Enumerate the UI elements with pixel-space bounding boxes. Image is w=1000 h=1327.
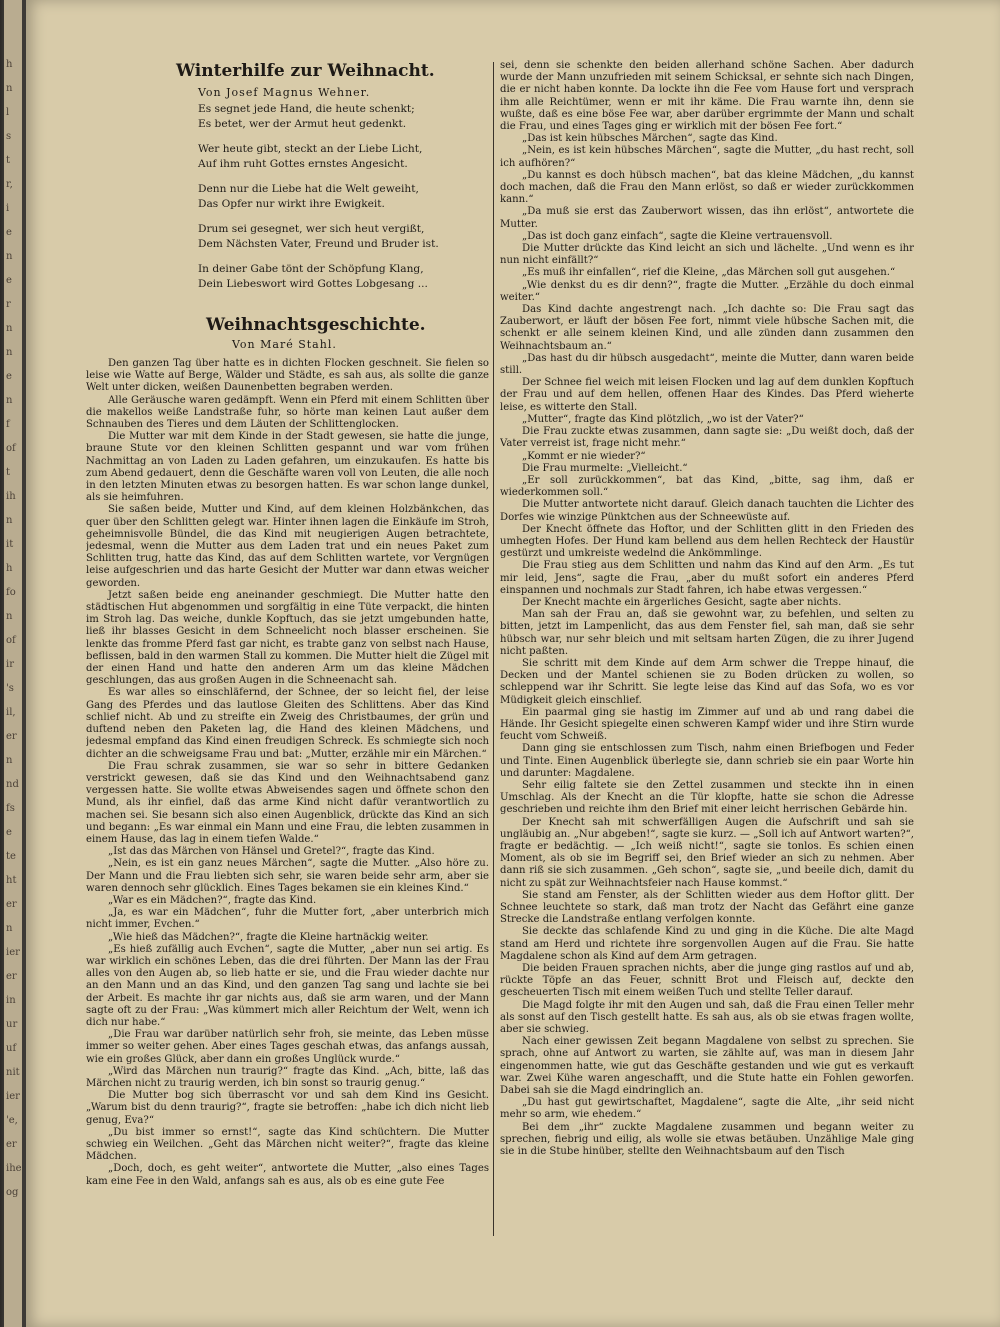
story-paragraph: „Mutter“, fragte das Kind plötzlich, „wo ist der Vater?“: [522, 413, 804, 425]
story-paragraph: „Wie hieß das Mädchen?“, fragte die Kleine hartnäckig weiter.: [108, 931, 429, 943]
story-paragraph: „War es ein Mädchen?“, fragte das Kind.: [108, 894, 317, 906]
story-paragraph: Der Knecht machte ein ärgerliches Gesicht, sagte aber nichts.: [522, 596, 842, 608]
poem-stanza: [198, 222, 489, 252]
story-paragraph: „Es muß ihr einfallen“, rief die Kleine, „das Märchen soll gut ausgehen.“: [522, 267, 896, 279]
previous-page-fragment: e: [6, 827, 12, 838]
poem-stanza: [198, 182, 489, 212]
newspaper-page: [26, 0, 1000, 1327]
story-paragraph: Die Mutter war mit dem Kinde in der Stadt gewesen, sie hatte die junge, braune Stute vor den kleinen Schlitten gespannt und war vom frühen Nachmittag an von Laden zu Laden gefahren, um einzukaufen. Es hatte bis zum Abend gedauert, denn die Geschäfte waren voll von Leuten, die alle noch in den letzten Minuten etwas zu besorgen hatten. Es war schon lange dunkel, als sie heimfuhren.: [86, 431, 489, 504]
story-paragraph: „Wird das Märchen nun traurig?“ fragte das Kind. „Ach, bitte, laß das Märchen nicht zu traurig werden, ich bin sonst so traurig genug.“: [86, 1065, 489, 1089]
previous-page-fragment: t: [6, 467, 11, 478]
story-paragraph: „Das hast du dir hübsch ausgedacht“, meinte die Mutter, dann waren beide still.: [500, 352, 914, 377]
story-paragraph: „Du bist immer so ernst!“, sagte das Kind schüchtern. Die Mutter schwieg ein Weilchen. „Geht das Märchen nicht weiter?“, fragte das kleine Mädchen.: [86, 1126, 489, 1163]
previous-page-fragment: l: [6, 107, 10, 118]
story-paragraph: „Du kannst es doch hübsch machen“, bat das kleine Mädchen, „du kannst doch machen, daß die Frau den Mann erlöst, so daß er wieder zurückkommen kann.“: [500, 169, 914, 206]
story-paragraph: Ein paarmal ging sie hastig im Zimmer auf und ab und rang dabei die Hände. Ihr Gesicht spiegelte einen schweren Kampf wider und ihre Stirn wurde feucht vom Schweiß.: [500, 706, 914, 743]
poem-line: Denn nur die Liebe hat die Welt geweiht,: [198, 183, 419, 195]
previous-page-fragment: n: [6, 251, 13, 262]
story-paragraph: „Kommt er nie wieder?“: [522, 450, 646, 462]
story-paragraph: „Nein, es ist ein ganz neues Märchen“, sagte die Mutter. „Also höre zu. Der Mann und die Frau liebten sich sehr, sie waren beide sehr arm, aber sie waren dennoch sehr glücklich. Eines Tages bekamen sie ein kleines Kind.“: [86, 858, 489, 894]
story-paragraph: Nach einer gewissen Zeit begann Magdalene von selbst zu sprechen. Sie sprach, ohne auf Antwort zu warten, sie zählte auf, was man in diesem Jahr eingenommen hatte, wie gut das Geschäfte gestanden und wie gut es verkauft war. Zwei Kühe waren angeschafft, und die Stute hatte ein Fohlen geworfen. Dabei sah sie die Magd eindringlich an.: [500, 1036, 914, 1097]
previous-page-fragment: of: [6, 443, 16, 454]
left-column: [86, 58, 489, 1188]
previous-page-fragment: fs: [6, 803, 15, 814]
previous-page-fragment: ht: [6, 875, 17, 886]
poem-stanza: [198, 262, 489, 292]
story-paragraph: Jetzt saßen beide eng aneinander geschmiegt. Die Mutter hatte den städtischen Hut abgenommen und sorgfältig in eine Tüte verpackt, die hinten im Stroh lag. Das weiche, dunkle Kopftuch, das sie jetzt umgebunden hatte, ließ ihr blasses Gesicht in dem Schneelicht noch blasser erscheinen. Sie lenkte das fromme Pferd fast gar nicht, es trabte ganz von selbst nach Hause, beflissen, bald in den warmen Stall zu kommen. Die Mutter hielt die Zügel mit der einen Hand und hatte den anderen Arm um das kleine Mädchen geschlungen, das aus großen Augen in die Schneenacht sah.: [86, 589, 489, 687]
previous-page-fragment: ur: [6, 1019, 18, 1030]
story-paragraph: „Es hieß zufällig auch Evchen“, sagte die Mutter, „aber nun sei artig. Es war wirklich ein schönes Leben, das die drei führten. Der Mann las der Frau alles von den Augen ab, so lieb hatte er sie, und die Frau wieder dachte nur an den Mann und an das Kind, und den ganzen Tag sang und lachte sie bei der Arbeit. Es machte ihr gar nichts aus, daß sie arm waren, und der Mann sagte oft zu der Frau: „Was kümmert mich aller Reichtum der Welt, wenn ich dich nur habe.“: [86, 943, 489, 1028]
previous-page-fragment: in: [6, 995, 16, 1006]
poem-line: Dein Liebeswort wird Gottes Lobgesang ...: [198, 278, 428, 290]
previous-page-fragment: uf: [6, 1043, 17, 1054]
previous-page-fragment: n: [6, 611, 13, 622]
previous-page-fragment: ier: [6, 947, 20, 958]
previous-page-fragment: h: [6, 59, 13, 70]
previous-page-fragment: it: [6, 539, 14, 550]
story-text-left: [86, 358, 489, 1188]
column-divider: [493, 62, 494, 1236]
story-paragraph: Dann ging sie entschlossen zum Tisch, nahm einen Briefbogen und Feder und Tinte. Einen Augenblick überlegte sie, dann schrieb sie ein paar Worte hin und darunter: Magdalene.: [500, 743, 914, 779]
poem-line: Dem Nächsten Vater, Freund und Bruder ist.: [198, 238, 439, 250]
story-paragraph: „Das ist doch ganz einfach“, sagte die Kleine vertrauensvoll.: [522, 230, 833, 242]
previous-page-fragment: te: [6, 851, 16, 862]
story-paragraph: „Wie denkst du es dir denn?“, fragte die Mutter. „Erzähle du doch einmal weiter.“: [500, 279, 914, 303]
story-paragraph: „Ja, es war ein Mädchen“, fuhr die Mutter fort, „aber unterbrich mich nicht immer, Evchen.“: [86, 907, 489, 931]
story-title: Weihnachtsgeschichte.: [206, 315, 426, 335]
poem-line: Das Opfer nur wirkt ihre Ewigkeit.: [198, 198, 385, 210]
previous-page-fragment: of: [6, 635, 16, 646]
story-paragraph: Die beiden Frauen sprachen nichts, aber die junge ging rastlos auf und ab, rückte Töpfe an das Feuer, schnitt Brot und Fleisch auf, deckte den gescheuerten Tisch mit einem weißen Tuch und stellte Teller darauf.: [500, 963, 914, 999]
poem-byline: Von Josef Magnus Wehner.: [198, 86, 371, 99]
previous-page-fragment: r,: [6, 179, 13, 190]
story-paragraph: sei, denn sie schenkte den beiden allerhand schöne Sachen. Aber dadurch wurde der Mann unzufrieden mit seinem Schicksal, er sehnte sich nach Dingen, die er nicht haben konnte. Da lockte ihn die Fee vom Hause fort und versprach ihm alle Reichtümer, wenn er mit ihr käme. Die Frau warnte ihn, denn sie wußte, daß es eine böse Fee war, aber darüber ergrimmte der Mann und schalt die Frau, und eines Tages ging er wirklich mit der bösen Fee fort.“: [500, 60, 914, 133]
previous-page-fragment: n: [6, 347, 13, 358]
previous-page-fragment: f: [6, 419, 10, 430]
previous-page-fragment: 's: [6, 683, 14, 694]
previous-page-fragment: n: [6, 755, 13, 766]
poem-line: Es betet, wer der Armut heut gedenkt.: [198, 118, 407, 130]
story-paragraph: Sie stand am Fenster, als der Schlitten wieder aus dem Hoftor glitt. Der Schnee leuchtete so stark, daß man trotz der Nacht das Gefährt eine ganze Strecke die Landstraße entlang verfolgen konnte.: [500, 889, 914, 926]
poem-stanza: [198, 142, 489, 172]
previous-page-fragment: ier: [6, 1091, 20, 1102]
poem-line: Auf ihm ruht Gottes ernstes Angesicht.: [198, 158, 408, 170]
previous-page-fragment: i: [6, 203, 10, 214]
poem-line: Es segnet jede Hand, die heute schenkt;: [198, 103, 415, 115]
story-paragraph: Der Schnee fiel weich mit leisen Flocken und lag auf dem dunklen Kopftuch der Frau und auf dem hellen, offenen Haar des Kindes. Das Pferd wieherte leise, es witterte den Stall.: [500, 377, 914, 413]
previous-page-fragment: n: [6, 923, 13, 934]
previous-page-fragment: er: [6, 1139, 17, 1150]
story-paragraph: Sie schritt mit dem Kinde auf dem Arm schwer die Treppe hinauf, die Decken und der Mantel schienen sie zu Boden drücken zu wollen, so schleppend war ihr Schritt. Sie legte leise das Kind auf das Sofa, wo es vor Müdigkeit gleich einschlief.: [500, 657, 914, 706]
poem-line: Wer heute gibt, steckt an der Liebe Licht,: [198, 143, 423, 155]
previous-page-fragment: nit: [6, 1067, 20, 1078]
story-paragraph: Sie deckte das schlafende Kind zu und ging in die Küche. Die alte Magd stand am Herd und richtete ihre sorgenvollen Augen auf die Frau. Sie hatte Magdalene schon als Kind auf dem Arm getragen.: [500, 926, 914, 962]
story-paragraph: Die Magd folgte ihr mit den Augen und sah, daß die Frau einen Teller mehr als sonst auf den Tisch gestellt hatte. Es sah aus, als ob sie etwas fragen wollte, aber sie schwieg.: [500, 999, 914, 1036]
story-paragraph: Alle Geräusche waren gedämpft. Wenn ein Pferd mit einem Schlitten über die makellos weiße Landstraße fuhr, so hörte man keinen Laut außer dem Schnauben des Tieres und dem Läuten der Schlittenglocken.: [86, 394, 489, 431]
story-byline: Von Maré Stahl.: [232, 338, 337, 351]
previous-page-fragment: n: [6, 323, 13, 334]
previous-page-fragment: t: [6, 155, 11, 166]
story-paragraph: Die Mutter bog sich überrascht vor und sah dem Kind ins Gesicht. „Warum bist du denn traurig?“, fragte sie betroffen: „habe ich dich nicht lieb genug, Eva?“: [86, 1090, 489, 1126]
previous-page-fragment: er: [6, 899, 17, 910]
previous-page-fragment: n: [6, 515, 13, 526]
previous-page-fragment: er: [6, 971, 17, 982]
previous-page-fragment: ih: [6, 491, 16, 502]
poem-body: [86, 102, 489, 292]
previous-page-fragment: il,: [6, 707, 16, 718]
previous-page-fragment: e: [6, 371, 12, 382]
story-paragraph: „Er soll zurückkommen“, bat das Kind, „bitte, sag ihm, daß er wiederkommen soll.“: [500, 474, 914, 499]
previous-page-fragment: og: [6, 1187, 19, 1198]
previous-page-fragment: r: [6, 299, 11, 310]
previous-page-fragment: ihe: [6, 1163, 22, 1174]
previous-page-fragment: e: [6, 275, 12, 286]
previous-page-fragment: 'e,: [6, 1115, 18, 1126]
previous-page-fragment: n: [6, 395, 13, 406]
previous-page-fragment: fo: [6, 587, 16, 598]
previous-page-fragment: ir: [6, 659, 14, 670]
story-paragraph: „Die Frau war darüber natürlich sehr froh, sie meinte, das Leben müsse immer so weiter gehen. Aber eines Tages geschah etwas, das anfangs aussah, wie ein großes Glück, aber dann ein großes Unglück wurde.“: [86, 1029, 489, 1065]
story-paragraph: Die Frau murmelte: „Vielleicht.“: [522, 462, 688, 474]
story-paragraph: „Du hast gut gewirtschaftet, Magdalene“, sagte die Alte, „ihr seid nicht mehr so arm, wie ehedem.“: [500, 1097, 914, 1121]
story-paragraph: „Doch, doch, es geht weiter“, antwortete die Mutter, „also eines Tages kam eine Fee in den Wald, anfangs sah es aus, als ob es eine gute Fee: [86, 1163, 489, 1187]
story-paragraph: Sie saßen beide, Mutter und Kind, auf dem kleinen Holzbänkchen, das quer über den Schlitten gelegt war. Hinter ihnen lagen die Einkäufe im Stroh, geheimnisvolle Bündel, die das Kind mit neugierigen Augen betrachtete, jedesmal, wenn die Mutter aus dem Laden trat und ein neues Paket zum Schlitten trug, hatte das Kind, das auf dem Schlitten wartete, vor Vergnügen leise aufgeschrien und das harte Gesicht der Mutter war dann etwas weicher geworden.: [86, 504, 489, 589]
previous-page-fragment: h: [6, 563, 13, 574]
poem-title: Winterhilfe zur Weihnacht.: [176, 61, 435, 81]
story-paragraph: Die Frau stieg aus dem Schlitten und nahm das Kind auf den Arm. „Es tut mir leid, Jens“, sagte die Frau, „aber du mußt sofort ein anderes Pferd einspannen und nochmals zur Stadt fahren, ich habe etwas vergessen.“: [500, 560, 914, 596]
story-paragraph: „Ist das das Märchen von Hänsel und Gretel?“, fragte das Kind.: [108, 846, 435, 858]
previous-page-fragment: e: [6, 227, 12, 238]
story-paragraph: Die Mutter drückte das Kind leicht an sich und lächelte. „Und wenn es ihr nun nicht einfällt?“: [500, 243, 914, 267]
story-paragraph: Der Knecht öffnete das Hoftor, und der Schlitten glitt in den Frieden des umhegten Hofes. Der Hund kam bellend aus dem hellen Rechteck der Haustür gestürzt und umkreiste wedelnd die Ankömmlinge.: [500, 523, 914, 560]
previous-page-fragment: er: [6, 731, 17, 742]
story-paragraph: „Da muß sie erst das Zauberwort wissen, das ihn erlöst“, antwortete die Mutter.: [500, 206, 914, 230]
story-paragraph: Den ganzen Tag über hatte es in dichten Flocken geschneit. Sie fielen so leise wie Watte auf Berge, Wälder und Städte, es sah aus, als sollte die ganze Welt unter dicken, weißen Daunenbetten begraben werden.: [86, 358, 489, 394]
story-paragraph: Die Frau zuckte etwas zusammen, dann sagte sie: „Du weißt doch, daß der Vater verreist ist, frage nicht mehr.“: [500, 426, 914, 450]
poem-stanza: [198, 102, 489, 132]
story-text-right: [500, 60, 914, 1158]
previous-page-fragment: n: [6, 83, 13, 94]
story-paragraph: Bei dem „ihr“ zuckte Magdalene zusammen und begann weiter zu sprechen, fiebrig und eilig, als wolle sie etwas betäuben. Unzählige Male ging sie in die Stube hinüber, stellte den Weihnachtsbaum auf den Tisch: [500, 1121, 914, 1158]
story-paragraph: Die Mutter antwortete nicht darauf. Gleich danach tauchten die Lichter des Dorfes wie winzige Pünktchen aus der Schneewüste auf.: [500, 499, 914, 523]
previous-page-edge: [4, 0, 22, 1327]
poem-line: Drum sei gesegnet, wer sich heut vergißt,: [198, 223, 425, 235]
story-paragraph: Der Knecht sah mit schwerfälligen Augen die Aufschrift und sah sie ungläubig an. „Nur abgeben!“, sagte sie kurz. — „Soll ich auf Antwort warten?“, fragte er bedächtig. — „Ich weiß nicht!“, sagte sie tonlos. Es schien einen Moment, als ob sie im Begriff sei, den Brief wieder an sich zu nehmen. Aber dann riß sie sich zusammen. „Geh schon“, sagte sie, „und beeile dich, damit du nicht zu spät zur Weihnachtsfeier nach Hause kommst.“: [500, 816, 914, 889]
story-paragraph: Es war alles so einschläfernd, der Schnee, der so leicht fiel, der leise Gang des Pferdes und das lautlose Gleiten des Schlittens. Aber das Kind schlief nicht. Ab und zu streifte ein Zweig des Christbaumes, der grün und duftend neben den Paketen lag, die Hand des kleinen Mädchens, und jedesmal empfand das Kind einen freudigen Schreck. Es schmiegte sich noch dichter an die schweigsame Frau und bat: „Mutter, erzähle mir ein Märchen.“: [86, 687, 489, 760]
story-paragraph: „Das ist kein hübsches Märchen“, sagte das Kind.: [522, 133, 778, 145]
previous-page-fragment: nd: [6, 779, 19, 790]
previous-page-fragment: s: [6, 131, 12, 142]
story-paragraph: Sehr eilig faltete sie den Zettel zusammen und steckte ihn in einen Umschlag. Als der Knecht an die Tür klopfte, hatte sie schon die Adresse geschrieben und reichte ihm den Brief mit einer leicht herrischen Gebärde hin.: [500, 779, 914, 816]
story-paragraph: Das Kind dachte angestrengt nach. „Ich dachte so: Die Frau sagt das Zauberwort, er läuft der bösen Fee fort, nimmt viele hübsche Sachen mit, die schenkt er alle seinem kleinen Kind, und alle zünden dann zusammen den Weihnachtsbaum an.“: [500, 304, 914, 352]
poem-line: In deiner Gabe tönt der Schöpfung Klang,: [198, 263, 424, 275]
story-paragraph: Man sah der Frau an, daß sie gewohnt war, zu befehlen, und selten zu bitten, jetzt im Lampenlicht, das aus dem Fenster fiel, sah man, daß sie sehr hübsch war, nur sehr bleich und mit seltsam harten Zügen, die zu ihrer Jugend nicht paßten.: [500, 609, 914, 657]
story-paragraph: „Nein, es ist kein hübsches Märchen“, sagte die Mutter, „du hast recht, soll ich aufhören?“: [500, 145, 914, 169]
story-paragraph: Die Frau schrak zusammen, sie war so sehr in bittere Gedanken verstrickt gewesen, daß sie das Kind und den Weihnachtsabend ganz vergessen hatte. Sie wollte etwas Abweisendes sagen und öffnete schon den Mund, als ihr einfiel, daß das arme Kind nicht dafür verantwortlich zu machen sei. Sie besann sich also einen Augenblick, drückte das Kind an sich und begann: „Es war einmal ein Mann und eine Frau, die lebten zusammen in einem Hause, das lag in einem tiefen Walde.“: [86, 760, 489, 845]
